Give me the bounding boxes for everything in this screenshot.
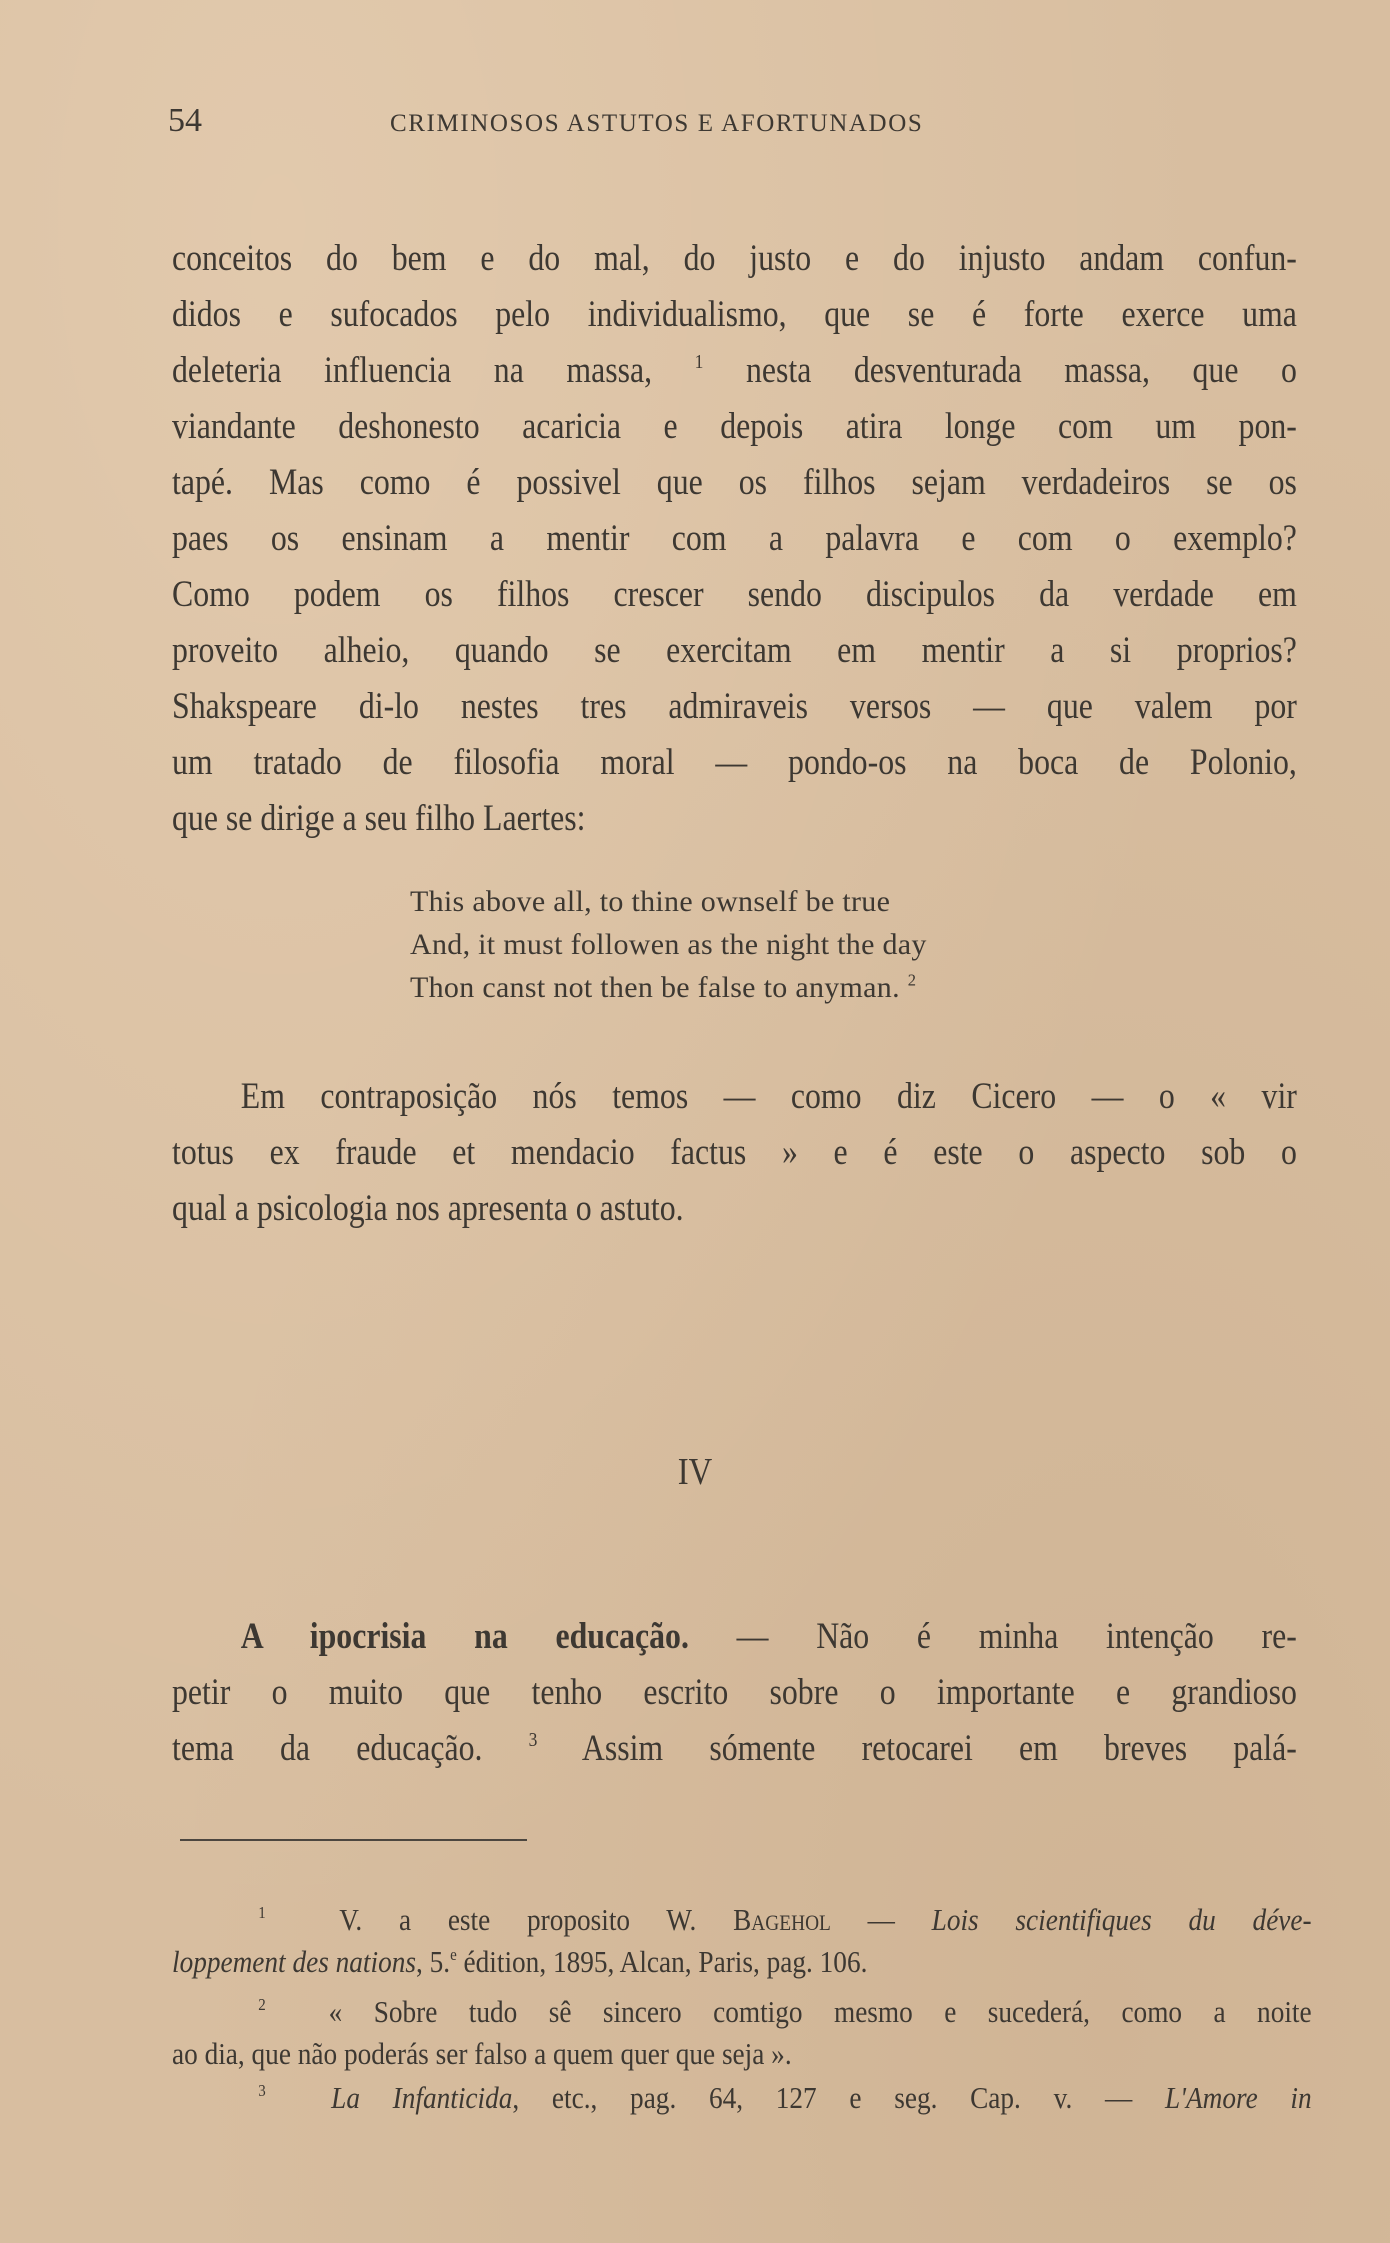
text-line: Shakspeare di-lo nestes tres admiraveis versos — que valem por <box>172 686 1297 727</box>
poem-line <box>410 970 916 1006</box>
footnote-divider <box>180 1839 527 1841</box>
footnote-3-line <box>172 2078 1312 2118</box>
book-title: La Infanticida <box>331 2080 513 2115</box>
text-line: didos e sufocados pelo individualismo, que se é forte exerce uma <box>172 294 1297 335</box>
footnote-ref[interactable]: 1 <box>694 350 704 373</box>
book-title: Lois scientifiques du déve- <box>931 1902 1312 1937</box>
text-span: édition, 1895, Alcan, Paris, pag. 106. <box>456 1944 868 1979</box>
poem-line: And, it must followen as the night the day <box>410 928 927 961</box>
text-line: tapé. Mas como é possivel que os filhos sejam verdadeiros se os <box>172 462 1297 503</box>
text-line: conceitos do bem e do mal, do justo e do injusto andam confun- <box>172 238 1297 279</box>
footnote-2-line: ao dia, que não poderás ser falso a quem quer que seja ». <box>172 2036 792 2071</box>
section-numeral: IV <box>677 1451 713 1493</box>
text-span: , etc., pag. 64, 127 e seg. Cap. v. — <box>512 2080 1165 2115</box>
text-line: Como podem os filhos crescer sendo discipulos da verdade em <box>172 574 1297 615</box>
author-name: Bagehol <box>733 1902 831 1937</box>
footnote-1-line <box>172 1900 1312 1940</box>
footnote-ref[interactable]: 3 <box>528 1728 538 1751</box>
section-heading: A ipocrisia na educação. <box>240 1616 689 1657</box>
poem-line: This above all, to thine ownself be true <box>410 885 891 918</box>
footnote-1-line <box>172 1942 1312 1982</box>
text-span: deleteria influencia na massa, <box>172 350 653 391</box>
text-span: V. a este proposito W. <box>339 1902 734 1937</box>
text-line: que se dirige a seu filho Laertes: <box>172 798 586 839</box>
footnote-marker: 1 <box>258 1903 266 1923</box>
footnote-marker: 3 <box>258 2081 266 2101</box>
text-line: um tratado de filosofia moral — pondo-os na boca de Polonio, <box>172 742 1297 783</box>
text-line: totus ex fraude et mendacio factus » e é este o aspecto sob o <box>172 1132 1297 1173</box>
book-title: loppement des nations <box>172 1944 416 1979</box>
footnote-2-line <box>172 1992 1312 2032</box>
text-span: Thon canst not then be false to anyman. <box>410 971 900 1004</box>
text-span: « Sobre tudo sê sincero comtigo mesmo e sucederá, como a noite <box>328 1994 1312 2029</box>
superscript: e <box>450 1945 457 1965</box>
text-span: — Não é minha intenção re- <box>688 1616 1297 1657</box>
text-span: — <box>830 1902 932 1937</box>
text-span: , 5. <box>415 1944 451 1979</box>
text-line: paes os ensinam a mentir com a palavra e com o exemplo? <box>172 518 1297 559</box>
text-line <box>172 1612 1297 1662</box>
text-line <box>172 346 1297 396</box>
page-number: 54 <box>168 102 202 139</box>
footnote-marker: 2 <box>258 1995 266 2015</box>
text-span: Assim sómente retocarei em breves palá- <box>537 1728 1297 1769</box>
text-line: petir o muito que tenho escrito sobre o importante e grandioso <box>172 1672 1297 1713</box>
text-span: tema da educação. <box>172 1728 483 1769</box>
footnote-ref[interactable]: 2 <box>907 970 917 990</box>
text-line: qual a psicologia nos apresenta o astuto. <box>172 1188 684 1229</box>
text-line <box>172 1724 1297 1774</box>
running-title: CRIMINOSOS ASTUTOS E AFORTUNADOS <box>390 110 924 137</box>
text-span: nesta desventurada massa, que o <box>745 350 1297 391</box>
text-line: proveito alheio, quando se exercitam em mentir a si proprios? <box>172 630 1297 671</box>
text-line: viandante deshonesto acaricia e depois atira longe com um pon- <box>172 406 1297 447</box>
text-line: Em contraposição nós temos — como diz Cicero — o « vir <box>240 1076 1297 1117</box>
book-title: L'Amore in <box>1164 2080 1312 2115</box>
